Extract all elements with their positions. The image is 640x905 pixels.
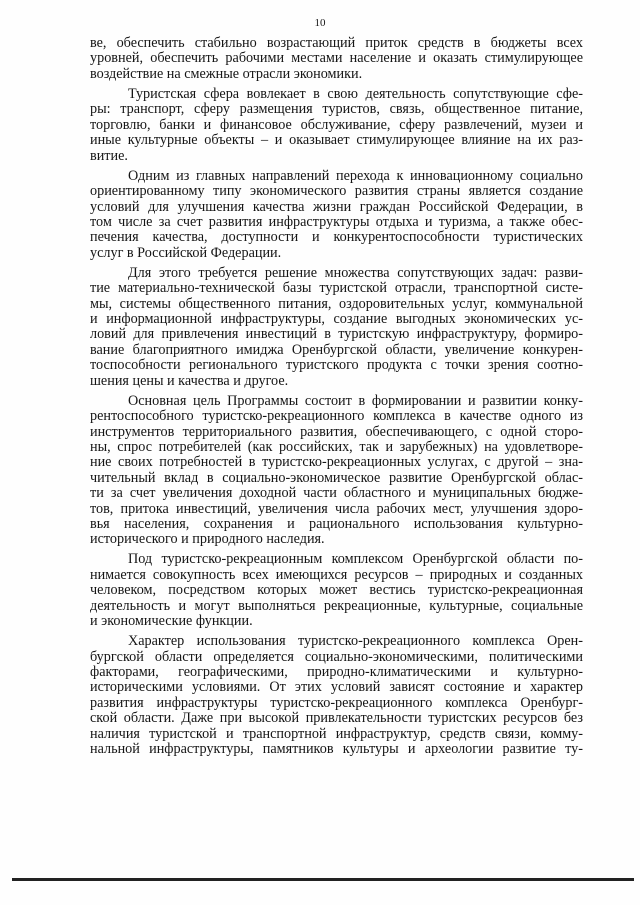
text-line: деятельность и могут выполняться рекреационные, культурные, социальные [90, 597, 583, 614]
text-line: ориентированному типу экономического развития страны является создание [90, 183, 583, 200]
text-line: наличия туристской и транспортной инфраструктур, средств связи, комму- [90, 725, 583, 742]
text-line: нимается совокупность всех имеющихся ресурсов – природных и созданных [90, 566, 583, 583]
paragraph [90, 552, 583, 629]
text-line: Характер использования туристско-рекреационного комплекса Орен- [128, 633, 583, 650]
text-line: тов, притока инвестиций, увеличения числа рабочих мест, улучшения здоро- [90, 500, 583, 517]
text-line: торговлю, банки и финансовое обслуживание, сферу развлечений, музеи и [90, 116, 583, 133]
text-line: Одним из главных направлений перехода к инновационному социально [128, 167, 583, 184]
text-line: ти за счет увеличения доходной части областного и муниципальных бюдже- [90, 485, 583, 502]
text-line: и информационной инфраструктуры, создание выгодных экономических ус- [90, 311, 583, 328]
text-line: тоспособности регионального туристского продукта с точки зрения соотно- [90, 357, 583, 374]
text-line: Под туристско-рекреационным комплексом Оренбургской области по- [128, 551, 583, 568]
text-line: мы, системы общественного питания, оздоровительных услуг, коммунальной [90, 295, 583, 312]
text-line: шения цены и качества и другое. [90, 372, 289, 389]
text-line: инструментов территориального развития, обеспечивающего, с одной сторо- [90, 423, 583, 440]
text-line: вья населения, сохранения и рационального использования культурно- [90, 515, 583, 532]
text-line: факторами, географическими, природно-климатическими и культурно- [90, 664, 583, 681]
text-line: ние своих потребностей в туристско-рекреационных услугах, с другой – зна- [90, 454, 583, 471]
text-line: том числе за счет развития инфраструктуры отдыха и туризма, а также обес- [90, 213, 583, 230]
text-line: иные культурные объекты – и оказывает стимулирующее влияние на их раз- [90, 132, 583, 149]
text-line: условий для улучшения качества жизни граждан Российской Федерации, в [90, 198, 583, 215]
text-line: историческими условиями. От этих условий зависят состояние и характер [90, 679, 583, 696]
paragraph [90, 266, 583, 389]
text-line: тие материально-технической базы туристской отрасли, транспортной систе- [90, 280, 583, 297]
paragraph [90, 169, 583, 261]
text-line: Туристская сфера вовлекает в свою деятельность сопутствующие сфе- [128, 85, 583, 102]
text-line: нальной инфраструктуры, памятников культуры и археологии развитие ту- [90, 740, 583, 757]
text-line: Для этого требуется решение множества сопутствующих задач: разви- [128, 264, 583, 281]
text-line: витие. [90, 147, 128, 164]
text-line: печения качества, доступности и конкурентоспособности туристических [90, 229, 583, 246]
paragraph [90, 87, 583, 164]
text-line: ры: транспорт, сферу размещения туристов, связь, общественное питание, [90, 101, 583, 118]
text-line: воздействие на смежные отрасли экономики. [90, 65, 363, 82]
paragraph [90, 36, 583, 82]
text-line: чительный вклад в социально-экономическое развитие Оренбургской облас- [90, 469, 583, 486]
text-line: ловий для привлечения инвестиций в туристскую инфраструктуру, формиро- [90, 326, 583, 343]
text-line: ны, спрос потребителей (как российских, так и зарубежных) на удовлетворе- [90, 438, 583, 455]
page-number: 10 [314, 17, 326, 29]
text-line: развития инфраструктуры туристско-рекреационного комплекса Оренбург- [90, 694, 583, 711]
text-line: уровней, обеспечить рабочими местами население и оказать стимулирующее [90, 50, 583, 67]
text-line: вание благоприятного имиджа Оренбургской области, увеличение конкурен- [90, 341, 583, 358]
text-line: исторического и природного наследия. [90, 531, 325, 548]
text-line: бургской области определяется социально-экономическими, политическими [90, 648, 583, 665]
paragraph [90, 394, 583, 548]
body-text [90, 36, 583, 762]
bottom-rule [12, 878, 634, 881]
text-line: услуг в Российской Федерации. [90, 244, 282, 261]
text-line: человеком, посредством которых может вестись туристско-рекреационная [90, 582, 583, 599]
text-line: ве, обеспечить стабильно возрастающий приток средств в бюджеты всех [90, 35, 583, 51]
text-line: ской области. Даже при высокой привлекательности туристских ресурсов без [90, 710, 583, 727]
text-line: и экономические функции. [90, 613, 253, 630]
paragraph [90, 634, 583, 757]
text-line: рентоспособного туристско-рекреационного комплекса в качестве одного из [90, 408, 583, 425]
text-line: Основная цель Программы состоит в формировании и развитии конку- [128, 392, 583, 409]
